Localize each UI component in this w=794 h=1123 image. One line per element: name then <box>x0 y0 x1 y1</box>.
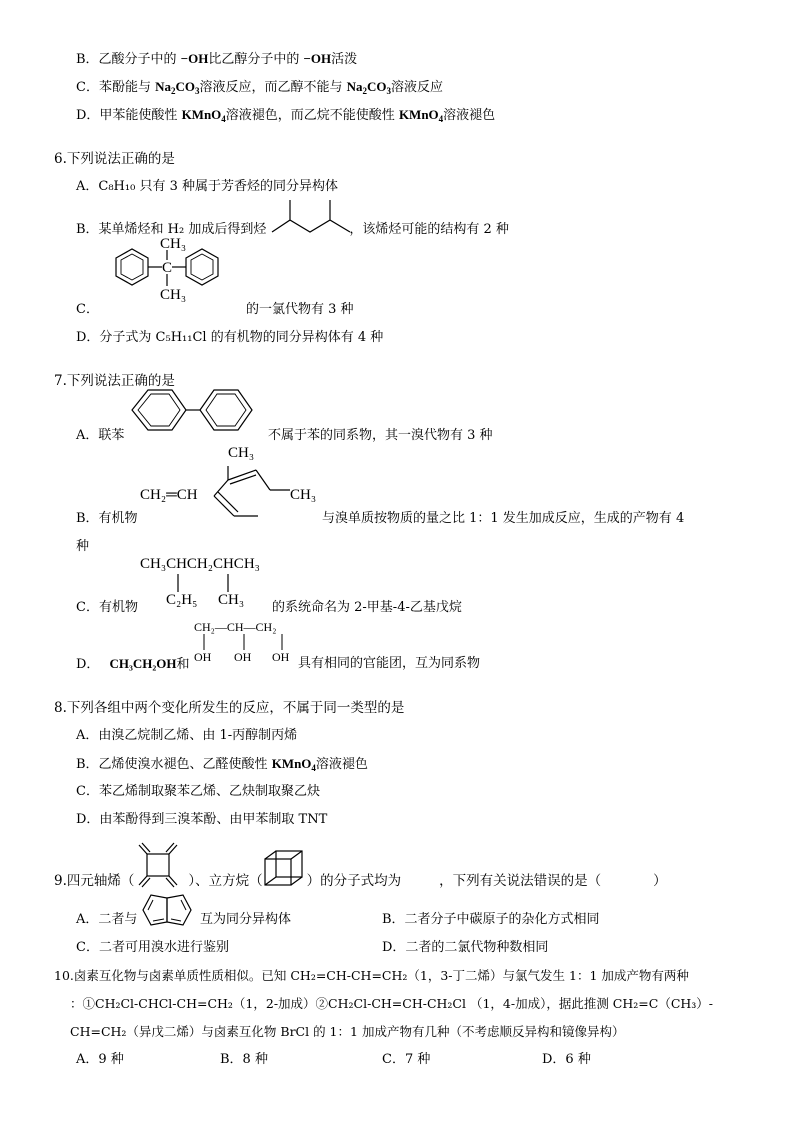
q8-b-text: B．乙烯使溴水褪色、乙醛使酸性 <box>76 757 272 772</box>
pentalene-structure <box>138 890 198 930</box>
q8-option-c: C．苯乙烯制取聚苯乙烯、乙炔制取聚乙炔 <box>76 784 320 799</box>
q9-stem-a: 9.四元轴烯（ <box>54 873 135 889</box>
q9-option-a-label: A．二者与 <box>76 912 138 927</box>
q5-option-d <box>76 106 495 125</box>
methyl-substituent: CH₃ <box>218 592 245 608</box>
q8-option-d: D．由苯酚得到三溴苯酚、由甲苯制取 TNT <box>76 812 328 827</box>
ethyl-substituent: C₂H₅ <box>166 592 198 608</box>
biphenyl-structure <box>124 384 264 440</box>
q7-option-a-text: 不属于苯的同系物，其一溴代物有 3 种 <box>268 428 493 443</box>
permanganate-formula: KMnO$_4$ <box>271 756 316 773</box>
q5-b-text: B．乙酸分子中的 <box>76 52 181 67</box>
q7-option-d-text: 具有相同的官能团，互为同系物 <box>298 656 481 671</box>
permanganate-formula: KMnO$_4$ <box>398 107 444 124</box>
q5-c-text: C．苯酚能与 <box>76 80 156 95</box>
hydroxyl-3: OH <box>272 650 290 664</box>
hydroxyl-1: OH <box>194 650 212 664</box>
q10-stem-line3: CH=CH₂（异戊二烯）与卤素互化物 BrCl 的 1：1 加成产物有几种（不考虑顺反异构和镜像异构） <box>70 1024 625 1039</box>
q9-stem <box>54 872 667 890</box>
q9-option-a-text: 互为同分异构体 <box>200 912 292 927</box>
methyl-group-top: CH₃ <box>160 236 187 252</box>
q9-stem-e: ） <box>653 873 667 889</box>
q9-stem-b: ）、立方烷（ <box>188 873 263 889</box>
q6-option-a: A．C₈H₁₀ 只有 3 种属于芳香烃的同分异构体 <box>76 179 338 194</box>
ethanol-formula: CH₃CH₂OH <box>109 656 177 671</box>
terminal-methyl: CH₃ <box>290 487 317 503</box>
diene-skeleton <box>206 460 296 522</box>
q7-option-c-text: 的系统命名为 2-甲基-4-乙基戊烷 <box>272 600 462 615</box>
q8-option-b <box>76 755 368 774</box>
q5-d-text-mid: 溶液褪色，而乙烷不能使酸性 <box>225 108 399 123</box>
q10-stem-line1: 10.卤素互化物与卤素单质性质相似。已知 CH₂=CH-CH=CH₂（1，3-丁二烯）与氯气发生 1：1 加成产物有两种 <box>54 968 689 983</box>
q7-option-a-label: A．联苯 <box>76 428 125 443</box>
q10-option-a: A．9 种 <box>76 1052 124 1067</box>
glycerol-chain: CH₂—CH—CH₂ <box>194 620 277 634</box>
q10-option-b: B．8 种 <box>220 1052 268 1067</box>
q9-option-b: B．二者分子中碳原子的杂化方式相同 <box>382 912 600 927</box>
q7-stem: 7.下列说法正确的是 <box>54 373 175 389</box>
q9-stem-d: ，下列有关说法错误的是（ <box>439 873 602 889</box>
q10-option-c: C．7 种 <box>382 1052 431 1067</box>
q8-stem: 8.下列各组中两个变化所发生的反应，不属于同一类型的是 <box>54 700 405 716</box>
q10-option-d: D．6 种 <box>542 1052 591 1067</box>
q7-option-b-cont: 种 <box>76 539 90 554</box>
q7-option-b-label: B．有机物 <box>76 511 138 526</box>
q7-option-c-label: C．有机物 <box>76 600 138 615</box>
sodium-carbonate-formula: $Na_2CO_3$ <box>346 79 392 96</box>
q5-b-text-mid: 比乙醇分子中的 <box>208 52 304 67</box>
branch-bonds <box>170 574 240 594</box>
q6-option-c-text: 的一氯代物有 3 种 <box>246 302 354 317</box>
q6-option-d: D．分子式为 C₅H₁₁Cl 的有机物的同分异构体有 4 种 <box>76 330 384 345</box>
q7-d-and: 和 <box>176 657 190 672</box>
q8-option-a: A．由溴乙烷制乙烯、由 1-丙醇制丙烯 <box>76 728 298 743</box>
q5-c-text-post: 溶液反应 <box>391 80 444 95</box>
hydroxyl-group: −OH <box>180 51 209 66</box>
q5-d-text-post: 溶液褪色 <box>443 108 496 123</box>
q6-option-c-label: C． <box>76 302 99 317</box>
q9-option-d: D．二者的二氯代物种数相同 <box>382 940 549 955</box>
q5-d-text: D．甲苯能使酸性 <box>76 108 182 123</box>
q8-b-text-post: 溶液褪色 <box>315 757 368 772</box>
sodium-carbonate-formula: $Na_2CO_3$ <box>155 79 200 96</box>
q6-stem: 6.下列说法正确的是 <box>54 151 175 167</box>
q6-b-text: B．某单烯烃和 H₂ 加成后得到烃 <box>76 222 267 237</box>
alkane-skeletal-structure <box>270 196 356 236</box>
main-chain: CH₃CHCH₂CHCH₃ <box>140 556 260 572</box>
permanganate-formula: KMnO$_4$ <box>181 107 226 124</box>
q7-option-d <box>76 655 189 674</box>
q5-c-text-mid: 溶液反应，而乙醇不能与 <box>199 80 347 95</box>
q5-option-b <box>76 50 357 69</box>
q9-stem-c: ）的分子式均为 <box>306 873 402 889</box>
q6-b-text-post: ，该烯烃可能的结构有 2 种 <box>349 222 509 237</box>
q10-stem-line2: ：①CH₂Cl-CHCl-CH=CH₂（1，2-加成）②CH₂Cl-CH=CH-CH₂Cl （1，4-加成），据此推测 CH₂=C（CH₃）- <box>70 996 714 1011</box>
methyl-group: CH₃ <box>228 445 255 461</box>
central-carbon: C <box>162 260 173 276</box>
hydroxyl-2: OH <box>234 650 252 664</box>
q7-d-label: D． <box>76 657 100 672</box>
q5-b-text-post: 活泼 <box>331 52 358 67</box>
q5-option-c <box>76 78 443 97</box>
vinyl-group: CH₂═CH <box>140 487 198 503</box>
q7-option-b-text: 与溴单质按物质的量之比 1：1 发生加成反应，生成的产物有 4 <box>322 511 685 526</box>
methyl-group-bottom: CH₃ <box>160 287 187 303</box>
hydroxyl-group: −OH <box>303 51 332 66</box>
q9-option-c: C．二者可用溴水进行鉴别 <box>76 940 229 955</box>
